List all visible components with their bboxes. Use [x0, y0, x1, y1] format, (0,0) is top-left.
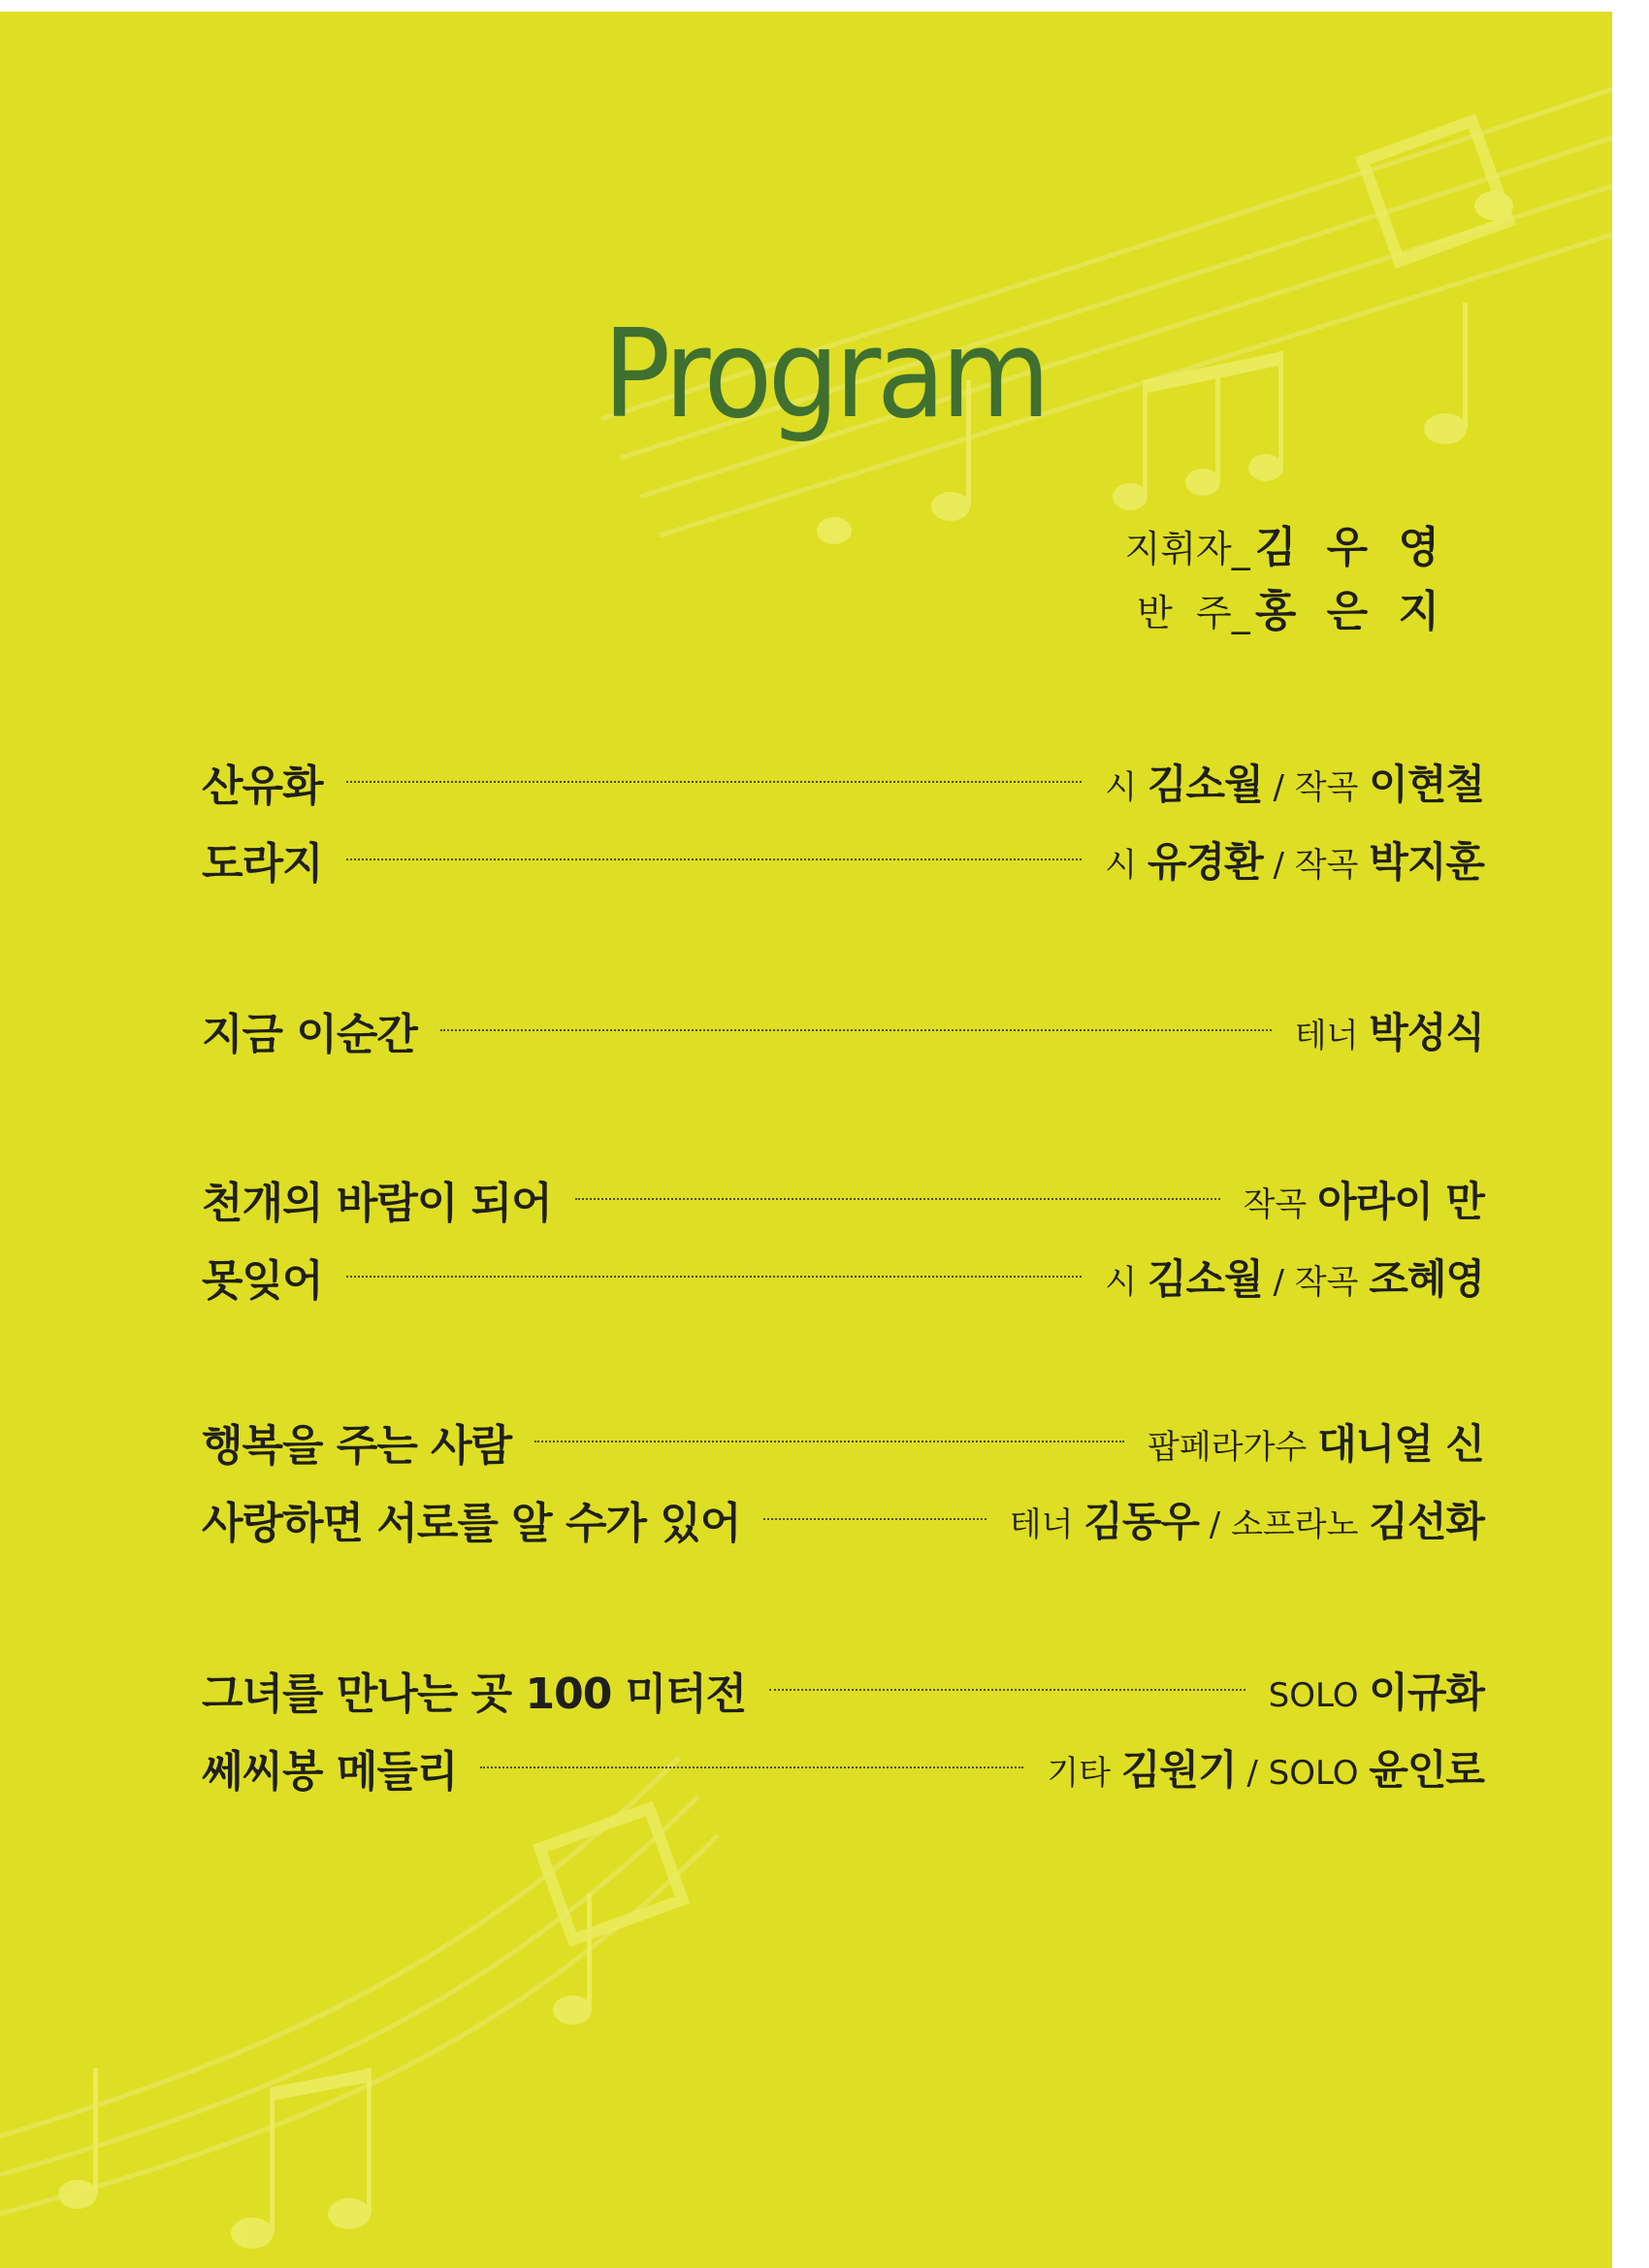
performer-name: 아라이 만 — [1317, 1178, 1484, 1225]
page-title: Program — [602, 303, 1047, 445]
dotted-leader — [575, 1198, 1220, 1200]
performer-credits — [1125, 516, 1447, 644]
program-item-performer — [1105, 1247, 1484, 1306]
program-item-title: 도라지 — [202, 839, 323, 889]
program-item-title: 행복을 주는 사람 — [202, 1421, 512, 1471]
dotted-leader — [346, 781, 1083, 783]
performer-name: 김소월 — [1147, 761, 1263, 808]
performer-name: 김선화 — [1369, 1498, 1484, 1545]
performer-role: 작곡 — [1294, 846, 1359, 885]
performer-role: 테너 — [1009, 1506, 1074, 1544]
credit-accompanist — [1125, 580, 1447, 644]
performer-separator: / — [1262, 846, 1295, 885]
performer-separator: / — [1262, 1263, 1295, 1302]
performer-name: 유경환 — [1147, 838, 1263, 886]
performer-name: 박성식 — [1369, 1009, 1484, 1056]
dotted-leader — [480, 1766, 1023, 1768]
program-item — [202, 1655, 1484, 1725]
performer-name: 이규화 — [1369, 1669, 1484, 1716]
performer-role: SOLO — [1268, 1676, 1359, 1715]
program-item-performer — [1295, 1001, 1484, 1059]
dotted-leader — [534, 1441, 1124, 1442]
program-item-performer — [1105, 753, 1484, 811]
dotted-leader — [769, 1689, 1245, 1691]
program-item-performer — [1244, 1170, 1484, 1228]
performer-role: 작곡 — [1294, 768, 1359, 807]
performer-separator: / — [1199, 1506, 1232, 1544]
program-item-performer — [1047, 1738, 1484, 1797]
program-item-performer — [1010, 1490, 1484, 1548]
performer-role: 작곡 — [1243, 1185, 1308, 1224]
program-item — [202, 1164, 1484, 1234]
performer-name: 김소월 — [1147, 1255, 1263, 1303]
program-item — [202, 1484, 1484, 1554]
credit-role: 지휘자_ — [1124, 528, 1250, 570]
program-item-title: 그녀를 만나는 곳 100 미터전 — [202, 1669, 747, 1719]
performer-role: SOLO — [1268, 1754, 1359, 1793]
program-item-title: 쎄씨봉 메들리 — [202, 1747, 458, 1797]
performer-role: 팝페라가수 — [1148, 1428, 1308, 1467]
performer-role: 시 — [1105, 768, 1138, 807]
program-item-performer — [1105, 830, 1484, 889]
performer-name: 이현철 — [1369, 761, 1484, 808]
performer-name: 윤인로 — [1369, 1746, 1484, 1794]
program-item-title: 사랑하면 서로를 알 수가 있어 — [202, 1499, 741, 1548]
credit-role: 반 주_ — [1137, 592, 1250, 634]
program-item-performer — [1148, 1412, 1484, 1471]
performer-name: 박지훈 — [1369, 838, 1484, 886]
credit-name: 김 우 영 — [1254, 523, 1447, 572]
dotted-leader — [346, 1276, 1083, 1278]
program-item-title: 천개의 바람이 되어 — [202, 1179, 552, 1228]
dotted-leader — [763, 1518, 986, 1520]
performer-role: 기타 — [1047, 1754, 1112, 1793]
performer-role: 작곡 — [1294, 1263, 1359, 1302]
program-item — [202, 1407, 1484, 1476]
dotted-leader — [346, 859, 1083, 860]
program-item-performer — [1269, 1661, 1484, 1719]
credit-conductor — [1125, 516, 1447, 580]
performer-role: 테너 — [1294, 1017, 1359, 1055]
program-item-title: 못잊어 — [202, 1256, 323, 1306]
performer-role: 소프라노 — [1231, 1506, 1359, 1544]
program-sheet — [0, 12, 1612, 2268]
program-item-title: 산유화 — [202, 761, 323, 811]
program-item — [202, 995, 1484, 1065]
program-item — [202, 747, 1484, 817]
performer-name: 김동우 — [1083, 1498, 1199, 1545]
performer-separator: / — [1236, 1754, 1269, 1793]
program-item — [202, 1733, 1484, 1802]
performer-name: 대니얼 신 — [1317, 1420, 1484, 1468]
program-item — [202, 825, 1484, 894]
dotted-leader — [440, 1029, 1272, 1031]
performer-separator: / — [1262, 768, 1295, 807]
performer-name: 조혜영 — [1369, 1255, 1484, 1303]
performer-role: 시 — [1105, 1263, 1138, 1302]
program-item — [202, 1242, 1484, 1312]
program-item-title: 지금 이순간 — [202, 1010, 417, 1059]
performer-role: 시 — [1105, 846, 1138, 885]
credit-name: 홍 은 지 — [1254, 587, 1447, 636]
performer-name: 김원기 — [1120, 1746, 1237, 1794]
